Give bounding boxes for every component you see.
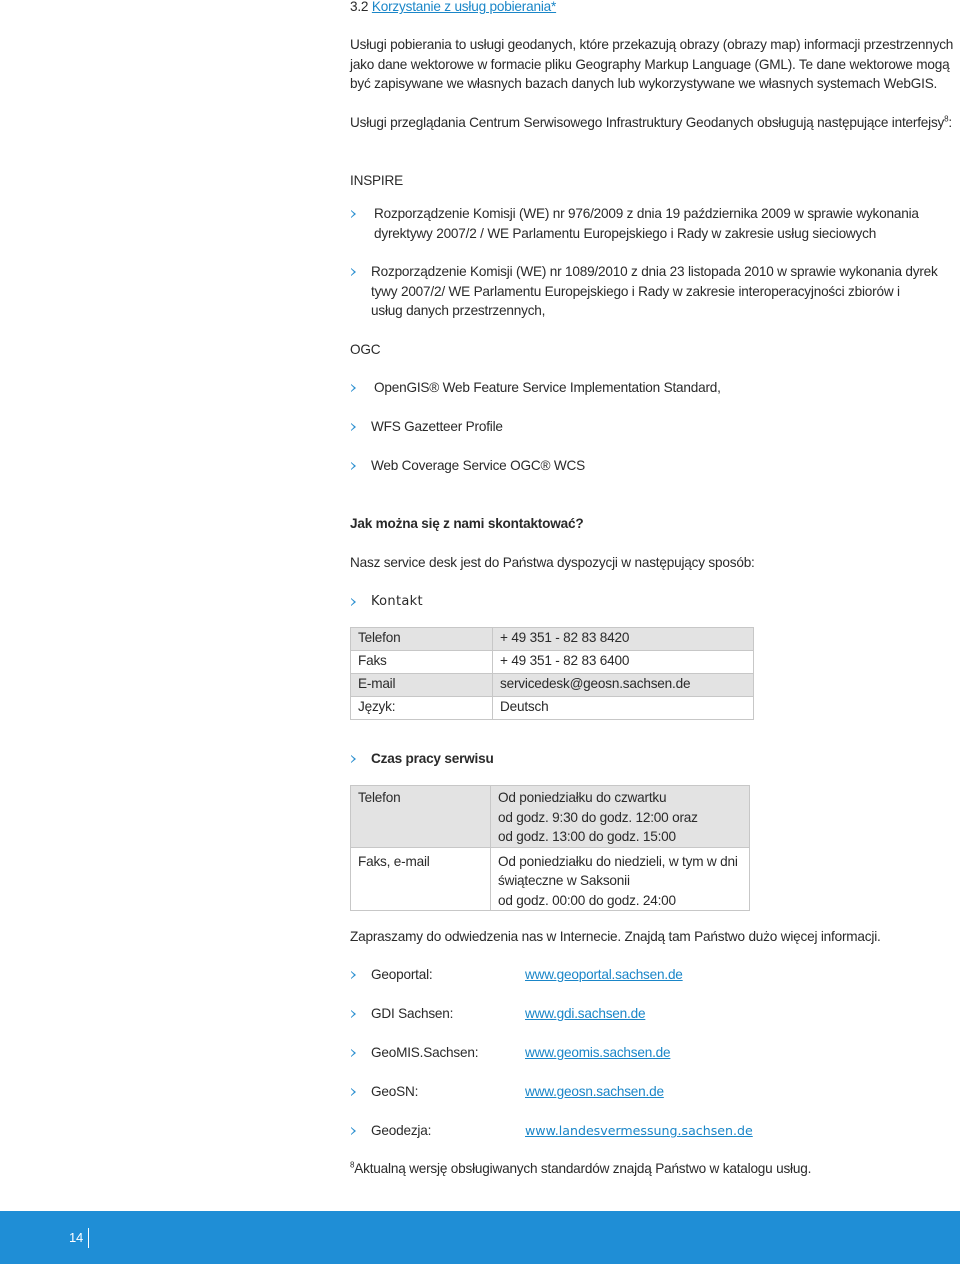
bullet-icon	[351, 423, 356, 431]
ogc-item-2: WFS Gazetteer Profile	[371, 419, 503, 434]
hours-table	[350, 785, 750, 911]
bullet-icon	[351, 384, 356, 392]
link-geoportal[interactable]: www.geoportal.sachsen.de	[525, 967, 683, 982]
link-label-geodezja: Geodezja:	[371, 1123, 432, 1138]
table-row	[351, 786, 750, 848]
contact-label-language: Język:	[351, 697, 493, 720]
contact-table	[350, 627, 754, 720]
footnote-text: Aktualną wersję obsługiwanych standardów znajdą Państwo w katalogu usług.	[354, 1161, 812, 1176]
intro-line-1: Usługi pobierania to usługi geodanych, które przekazują obrazy (obrazy map) informacji przestrzennych	[350, 37, 954, 52]
inspire-item-1-line-1: Rozporządzenie Komisji (WE) nr 976/2009 z dnia 19 października 2009 w sprawie wykonania	[374, 206, 919, 221]
table-row	[351, 674, 754, 697]
link-geodezja[interactable]: www.landesvermessung.sachsen.de	[525, 1123, 753, 1138]
inspire-item-2-line-1: Rozporządzenie Komisji (WE) nr 1089/2010 z dnia 23 listopada 2010 w sprawie wykonania dyrek	[371, 264, 938, 279]
footer-divider	[88, 1228, 89, 1248]
hours-label-phone: Telefon	[351, 786, 491, 848]
contact-value-phone: + 49 351 - 82 83 8420	[493, 628, 754, 651]
contact-value-language: Deutsch	[493, 697, 754, 720]
footnote	[350, 1159, 811, 1179]
link-label-geoportal: Geoportal:	[371, 967, 433, 982]
link-label-geosn: GeoSN:	[371, 1084, 419, 1099]
page-footer	[0, 1211, 960, 1264]
link-label-geomis: GeoMIS.Sachsen:	[371, 1045, 479, 1060]
page-number: 14	[69, 1230, 84, 1245]
link-gdi[interactable]: www.gdi.sachsen.de	[525, 1006, 646, 1021]
contact-label-phone: Telefon	[351, 628, 493, 651]
hours-value-fax-email: Od poniedziałku do niedzieli, w tym w dni świąteczne w Saksonii od godz. 00:00 do godz. 24:00	[491, 847, 750, 911]
bullet-icon	[351, 210, 356, 218]
table-row	[351, 651, 754, 674]
bullet-icon	[351, 1010, 356, 1018]
table-row	[351, 628, 754, 651]
inspire-item-2-line-3: usług danych przestrzennych,	[371, 303, 546, 318]
section-title	[350, 0, 556, 17]
ogc-item-3: Web Coverage Service OGC® WCS	[371, 458, 585, 473]
bullet-icon	[351, 755, 356, 763]
hours-value-phone: Od poniedziałku do czwartku od godz. 9:30 do godz. 12:00 oraz od godz. 13:00 do godz. 15:00	[491, 786, 750, 848]
contact-intro: Nasz service desk jest do Państwa dyspozycji w następujący sposób:	[350, 555, 755, 570]
link-label-gdi: GDI Sachsen:	[371, 1006, 454, 1021]
section-number: 3.2	[350, 0, 372, 14]
inspire-item-2-line-2: tywy 2007/2/ WE Parlamentu Europejskiego i Rady w zakresie interoperacyjności zbiorów i	[371, 284, 900, 299]
footnote-number: 8	[350, 1160, 355, 1170]
ogc-heading: OGC	[350, 342, 381, 357]
contact-value-fax: + 49 351 - 82 83 6400	[493, 651, 754, 674]
table-row	[351, 847, 750, 911]
table-row	[351, 697, 754, 720]
bullet-icon	[351, 1127, 356, 1135]
hours-label: Czas pracy serwisu	[371, 751, 494, 766]
contact-label-fax: Faks	[351, 651, 493, 674]
bullet-icon	[351, 598, 356, 606]
contact-question: Jak można się z nami skontaktować?	[350, 516, 584, 531]
hours-label-fax-email: Faks, e-mail	[351, 847, 491, 911]
contact-label-email: E-mail	[351, 674, 493, 697]
bullet-icon	[351, 268, 356, 276]
visit-text: Zapraszamy do odwiedzenia nas w Internecie. Znajdą tam Państwo dużo więcej informacji.	[350, 929, 881, 944]
contact-value-email[interactable]: servicedesk@geosn.sachsen.de	[493, 674, 754, 697]
kontakt-label: Kontakt	[371, 594, 423, 609]
section-title-link[interactable]: Korzystanie z usług pobierania*	[371, 0, 557, 14]
interfaces-paragraph: Usługi przeglądania Centrum Serwisowego Infrastruktury Geodanych obsługują następujące interfejsy$^8$:	[350, 114, 952, 130]
bullet-icon	[351, 462, 356, 470]
link-geosn[interactable]: www.geosn.sachsen.de	[525, 1084, 664, 1099]
bullet-icon	[351, 1088, 356, 1096]
intro-line-3: być zapisywane we własnych bazach danych lub wykorzystywane we własnych systemach WebGIS.	[350, 76, 938, 91]
intro-line-2: jako dane wektorowe w formacie pliku Geography Markup Language (GML). Te dane wektorowe mogą	[350, 57, 950, 72]
footnote-ref[interactable]: 8	[944, 114, 949, 124]
bullet-icon	[351, 971, 356, 979]
link-geomis[interactable]: www.geomis.sachsen.de	[525, 1045, 671, 1060]
bullet-icon	[351, 1049, 356, 1057]
ogc-item-1: OpenGIS® Web Feature Service Implementation Standard,	[374, 380, 721, 395]
inspire-heading: INSPIRE	[350, 173, 403, 188]
inspire-item-1-line-2: dyrektywy 2007/2 / WE Parlamentu Europejskiego i Rady w zakresie usług sieciowych	[374, 226, 877, 241]
